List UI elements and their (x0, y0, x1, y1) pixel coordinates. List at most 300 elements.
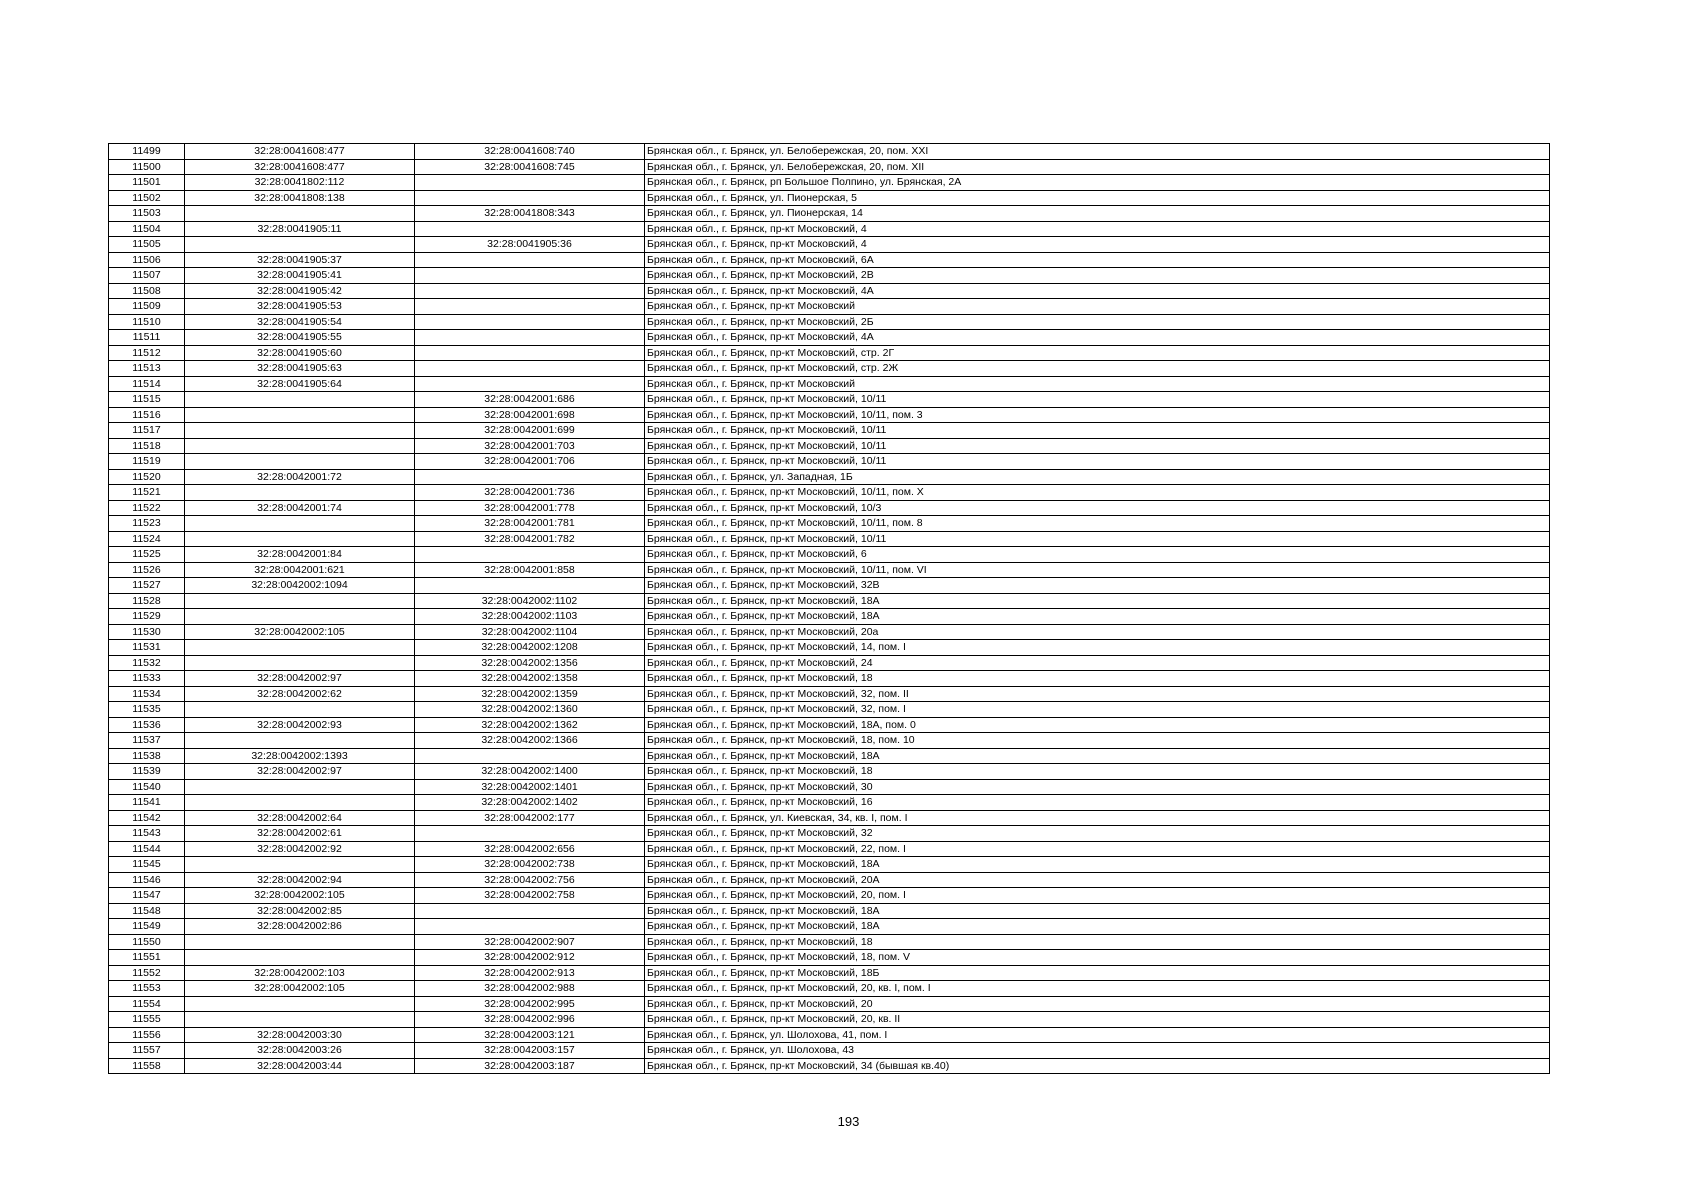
registry-table (108, 143, 1550, 1074)
table-row (109, 299, 1550, 315)
address-cell: Брянская обл., г. Брянск, пр-кт Московский, 4 (645, 237, 1550, 253)
row-number-cell: 11530 (109, 624, 185, 640)
parent-cadastral-number-cell: 32:28:0042002:62 (185, 686, 415, 702)
cadastral-number-cell: 32:28:0042002:758 (415, 888, 645, 904)
table-row (109, 237, 1550, 253)
parent-cadastral-number-cell: 32:28:0041905:37 (185, 252, 415, 268)
parent-cadastral-number-cell: 32:28:0042002:97 (185, 671, 415, 687)
parent-cadastral-number-cell: 32:28:0042002:92 (185, 841, 415, 857)
table-row (109, 748, 1550, 764)
parent-cadastral-number-cell (185, 423, 415, 439)
page-number: 193 (837, 1114, 860, 1129)
parent-cadastral-number-cell (185, 996, 415, 1012)
parent-cadastral-number-cell: 32:28:0042001:621 (185, 562, 415, 578)
table-row (109, 159, 1550, 175)
parent-cadastral-number-cell: 32:28:0041905:54 (185, 314, 415, 330)
parent-cadastral-number-cell: 32:28:0041905:42 (185, 283, 415, 299)
row-number-cell: 11500 (109, 159, 185, 175)
parent-cadastral-number-cell (185, 733, 415, 749)
table-row (109, 1043, 1550, 1059)
table-row (109, 795, 1550, 811)
table-row (109, 593, 1550, 609)
table-row (109, 857, 1550, 873)
address-cell: Брянская обл., г. Брянск, пр-кт Московский, 18А, пом. 0 (645, 717, 1550, 733)
row-number-cell: 11537 (109, 733, 185, 749)
row-number-cell: 11541 (109, 795, 185, 811)
row-number-cell: 11536 (109, 717, 185, 733)
cadastral-number-cell: 32:28:0041905:36 (415, 237, 645, 253)
address-cell: Брянская обл., г. Брянск, пр-кт Московский, 30 (645, 779, 1550, 795)
cadastral-number-cell: 32:28:0042002:996 (415, 1012, 645, 1028)
address-cell: Брянская обл., г. Брянск, ул. Западная, 1Б (645, 469, 1550, 485)
cadastral-number-cell: 32:28:0042001:706 (415, 454, 645, 470)
table-row (109, 454, 1550, 470)
cadastral-number-cell (415, 361, 645, 377)
row-number-cell: 11519 (109, 454, 185, 470)
address-cell: Брянская обл., г. Брянск, пр-кт Московский, 10/11, пом. 3 (645, 407, 1550, 423)
parent-cadastral-number-cell: 32:28:0042001:84 (185, 547, 415, 563)
row-number-cell: 11557 (109, 1043, 185, 1059)
cadastral-number-cell: 32:28:0042002:912 (415, 950, 645, 966)
parent-cadastral-number-cell (185, 485, 415, 501)
table-row (109, 919, 1550, 935)
address-cell: Брянская обл., г. Брянск, ул. Киевская, 34, кв. I, пом. I (645, 810, 1550, 826)
cadastral-number-cell: 32:28:0042001:858 (415, 562, 645, 578)
parent-cadastral-number-cell (185, 857, 415, 873)
parent-cadastral-number-cell: 32:28:0041905:53 (185, 299, 415, 315)
address-cell: Брянская обл., г. Брянск, пр-кт Московский, 10/11, пом. VI (645, 562, 1550, 578)
row-number-cell: 11543 (109, 826, 185, 842)
cadastral-number-cell: 32:28:0042002:1208 (415, 640, 645, 656)
cadastral-number-cell (415, 221, 645, 237)
cadastral-number-cell (415, 826, 645, 842)
row-number-cell: 11507 (109, 268, 185, 284)
row-number-cell: 11510 (109, 314, 185, 330)
table-row (109, 578, 1550, 594)
table-row (109, 438, 1550, 454)
address-cell: Брянская обл., г. Брянск, пр-кт Московский, 10/11 (645, 454, 1550, 470)
address-cell: Брянская обл., г. Брянск, пр-кт Московский, стр. 2Г (645, 345, 1550, 361)
address-cell: Брянская обл., г. Брянск, рп Большое Полпино, ул. Брянская, 2А (645, 175, 1550, 191)
table-row (109, 345, 1550, 361)
parent-cadastral-number-cell (185, 516, 415, 532)
cadastral-number-cell: 32:28:0042002:1359 (415, 686, 645, 702)
cadastral-number-cell: 32:28:0041808:343 (415, 206, 645, 222)
row-number-cell: 11538 (109, 748, 185, 764)
address-cell: Брянская обл., г. Брянск, ул. Белобережская, 20, пом. XII (645, 159, 1550, 175)
parent-cadastral-number-cell: 32:28:0041905:64 (185, 376, 415, 392)
cadastral-number-cell: 32:28:0042003:187 (415, 1058, 645, 1074)
row-number-cell: 11505 (109, 237, 185, 253)
address-cell: Брянская обл., г. Брянск, пр-кт Московский, 14, пом. I (645, 640, 1550, 656)
address-cell: Брянская обл., г. Брянск, пр-кт Московский, 20, кв. I, пом. I (645, 981, 1550, 997)
cadastral-number-cell: 32:28:0042001:686 (415, 392, 645, 408)
row-number-cell: 11550 (109, 934, 185, 950)
row-number-cell: 11516 (109, 407, 185, 423)
cadastral-number-cell: 32:28:0042003:121 (415, 1027, 645, 1043)
cadastral-number-cell (415, 268, 645, 284)
cadastral-number-cell: 32:28:0042002:177 (415, 810, 645, 826)
table-row (109, 981, 1550, 997)
table-row (109, 779, 1550, 795)
parent-cadastral-number-cell: 32:28:0042002:86 (185, 919, 415, 935)
table-row (109, 950, 1550, 966)
row-number-cell: 11552 (109, 965, 185, 981)
address-cell: Брянская обл., г. Брянск, пр-кт Московский, 34 (бывшая кв.40) (645, 1058, 1550, 1074)
row-number-cell: 11506 (109, 252, 185, 268)
parent-cadastral-number-cell (185, 950, 415, 966)
cadastral-number-cell (415, 903, 645, 919)
address-cell: Брянская обл., г. Брянск, пр-кт Московский, 18, пом. 10 (645, 733, 1550, 749)
row-number-cell: 11514 (109, 376, 185, 392)
table-row (109, 206, 1550, 222)
row-number-cell: 11546 (109, 872, 185, 888)
table-row (109, 733, 1550, 749)
address-cell: Брянская обл., г. Брянск, пр-кт Московский, стр. 2Ж (645, 361, 1550, 377)
row-number-cell: 11553 (109, 981, 185, 997)
address-cell: Брянская обл., г. Брянск, пр-кт Московский, 32 (645, 826, 1550, 842)
parent-cadastral-number-cell (185, 795, 415, 811)
address-cell: Брянская обл., г. Брянск, пр-кт Московский, 10/3 (645, 500, 1550, 516)
parent-cadastral-number-cell (185, 407, 415, 423)
cadastral-number-cell: 32:28:0042002:1362 (415, 717, 645, 733)
row-number-cell: 11534 (109, 686, 185, 702)
row-number-cell: 11529 (109, 609, 185, 625)
parent-cadastral-number-cell: 32:28:0041802:112 (185, 175, 415, 191)
cadastral-number-cell (415, 252, 645, 268)
row-number-cell: 11501 (109, 175, 185, 191)
table-row (109, 702, 1550, 718)
table-row (109, 888, 1550, 904)
cadastral-number-cell: 32:28:0042001:778 (415, 500, 645, 516)
cadastral-number-cell (415, 299, 645, 315)
cadastral-number-cell: 32:28:0042002:1102 (415, 593, 645, 609)
row-number-cell: 11549 (109, 919, 185, 935)
parent-cadastral-number-cell (185, 609, 415, 625)
address-cell: Брянская обл., г. Брянск, пр-кт Московский, 20А (645, 872, 1550, 888)
parent-cadastral-number-cell (185, 702, 415, 718)
parent-cadastral-number-cell (185, 206, 415, 222)
row-number-cell: 11542 (109, 810, 185, 826)
address-cell: Брянская обл., г. Брянск, пр-кт Московский, 10/11, пом. X (645, 485, 1550, 501)
table-row (109, 376, 1550, 392)
address-cell: Брянская обл., г. Брянск, пр-кт Московский, 24 (645, 655, 1550, 671)
parent-cadastral-number-cell: 32:28:0041905:11 (185, 221, 415, 237)
address-cell: Брянская обл., г. Брянск, пр-кт Московский, 18А (645, 609, 1550, 625)
parent-cadastral-number-cell (185, 1012, 415, 1028)
address-cell: Брянская обл., г. Брянск, пр-кт Московский (645, 299, 1550, 315)
cadastral-number-cell: 32:28:0042001:698 (415, 407, 645, 423)
cadastral-number-cell (415, 919, 645, 935)
parent-cadastral-number-cell (185, 640, 415, 656)
cadastral-number-cell: 32:28:0042002:1400 (415, 764, 645, 780)
parent-cadastral-number-cell: 32:28:0041608:477 (185, 159, 415, 175)
parent-cadastral-number-cell: 32:28:0042002:85 (185, 903, 415, 919)
parent-cadastral-number-cell (185, 454, 415, 470)
parent-cadastral-number-cell: 32:28:0042002:94 (185, 872, 415, 888)
row-number-cell: 11544 (109, 841, 185, 857)
address-cell: Брянская обл., г. Брянск, пр-кт Московский, 16 (645, 795, 1550, 811)
table-row (109, 562, 1550, 578)
row-number-cell: 11535 (109, 702, 185, 718)
table-row (109, 934, 1550, 950)
cadastral-number-cell (415, 578, 645, 594)
table-row (109, 531, 1550, 547)
row-number-cell: 11526 (109, 562, 185, 578)
row-number-cell: 11528 (109, 593, 185, 609)
parent-cadastral-number-cell: 32:28:0042002:97 (185, 764, 415, 780)
row-number-cell: 11556 (109, 1027, 185, 1043)
address-cell: Брянская обл., г. Брянск, пр-кт Московский, 20, пом. I (645, 888, 1550, 904)
cadastral-number-cell: 32:28:0042002:756 (415, 872, 645, 888)
parent-cadastral-number-cell: 32:28:0042002:105 (185, 981, 415, 997)
cadastral-number-cell (415, 469, 645, 485)
row-number-cell: 11554 (109, 996, 185, 1012)
table-row (109, 190, 1550, 206)
parent-cadastral-number-cell: 32:28:0041608:477 (185, 144, 415, 160)
parent-cadastral-number-cell (185, 392, 415, 408)
table-row (109, 283, 1550, 299)
table-row (109, 810, 1550, 826)
parent-cadastral-number-cell: 32:28:0042002:61 (185, 826, 415, 842)
cadastral-number-cell (415, 330, 645, 346)
cadastral-number-cell: 32:28:0042001:699 (415, 423, 645, 439)
address-cell: Брянская обл., г. Брянск, пр-кт Московский, 10/11 (645, 531, 1550, 547)
table-row (109, 221, 1550, 237)
row-number-cell: 11521 (109, 485, 185, 501)
address-cell: Брянская обл., г. Брянск, пр-кт Московский, 20 (645, 996, 1550, 1012)
address-cell: Брянская обл., г. Брянск, ул. Шолохова, 41, пом. I (645, 1027, 1550, 1043)
table-row (109, 361, 1550, 377)
row-number-cell: 11532 (109, 655, 185, 671)
parent-cadastral-number-cell: 32:28:0042003:30 (185, 1027, 415, 1043)
table-row (109, 717, 1550, 733)
address-cell: Брянская обл., г. Брянск, пр-кт Московский (645, 376, 1550, 392)
row-number-cell: 11522 (109, 500, 185, 516)
address-cell: Брянская обл., г. Брянск, пр-кт Московский, 18А (645, 919, 1550, 935)
parent-cadastral-number-cell: 32:28:0042002:103 (185, 965, 415, 981)
table-row (109, 469, 1550, 485)
address-cell: Брянская обл., г. Брянск, ул. Пионерская, 14 (645, 206, 1550, 222)
row-number-cell: 11508 (109, 283, 185, 299)
parent-cadastral-number-cell: 32:28:0042001:74 (185, 500, 415, 516)
parent-cadastral-number-cell: 32:28:0042002:105 (185, 624, 415, 640)
row-number-cell: 11511 (109, 330, 185, 346)
parent-cadastral-number-cell: 32:28:0042003:26 (185, 1043, 415, 1059)
address-cell: Брянская обл., г. Брянск, пр-кт Московский, 10/11 (645, 438, 1550, 454)
cadastral-number-cell (415, 547, 645, 563)
address-cell: Брянская обл., г. Брянск, пр-кт Московский, 2Б (645, 314, 1550, 330)
registry-table-body (109, 144, 1550, 1074)
cadastral-number-cell: 32:28:0042002:913 (415, 965, 645, 981)
parent-cadastral-number-cell: 32:28:0041905:63 (185, 361, 415, 377)
row-number-cell: 11545 (109, 857, 185, 873)
table-row (109, 624, 1550, 640)
table-row (109, 1027, 1550, 1043)
row-number-cell: 11513 (109, 361, 185, 377)
row-number-cell: 11517 (109, 423, 185, 439)
cadastral-number-cell (415, 190, 645, 206)
cadastral-number-cell (415, 283, 645, 299)
address-cell: Брянская обл., г. Брянск, пр-кт Московский, 18 (645, 764, 1550, 780)
row-number-cell: 11504 (109, 221, 185, 237)
row-number-cell: 11512 (109, 345, 185, 361)
parent-cadastral-number-cell: 32:28:0041905:55 (185, 330, 415, 346)
address-cell: Брянская обл., г. Брянск, пр-кт Московский, 18А (645, 748, 1550, 764)
table-row (109, 826, 1550, 842)
cadastral-number-cell: 32:28:0042002:1401 (415, 779, 645, 795)
cadastral-number-cell: 32:28:0042002:1103 (415, 609, 645, 625)
row-number-cell: 11555 (109, 1012, 185, 1028)
table-row (109, 1012, 1550, 1028)
row-number-cell: 11533 (109, 671, 185, 687)
address-cell: Брянская обл., г. Брянск, пр-кт Московский, 4А (645, 330, 1550, 346)
address-cell: Брянская обл., г. Брянск, пр-кт Московский, 18Б (645, 965, 1550, 981)
table-row (109, 500, 1550, 516)
cadastral-number-cell (415, 314, 645, 330)
address-cell: Брянская обл., г. Брянск, пр-кт Московский, 18 (645, 934, 1550, 950)
cadastral-number-cell: 32:28:0042002:1366 (415, 733, 645, 749)
row-number-cell: 11547 (109, 888, 185, 904)
row-number-cell: 11551 (109, 950, 185, 966)
cadastral-number-cell: 32:28:0042001:782 (415, 531, 645, 547)
parent-cadastral-number-cell (185, 934, 415, 950)
address-cell: Брянская обл., г. Брянск, пр-кт Московский, 20а (645, 624, 1550, 640)
parent-cadastral-number-cell (185, 655, 415, 671)
address-cell: Брянская обл., г. Брянск, пр-кт Московский, 4А (645, 283, 1550, 299)
table-row (109, 686, 1550, 702)
cadastral-number-cell: 32:28:0042002:738 (415, 857, 645, 873)
address-cell: Брянская обл., г. Брянск, пр-кт Московский, 18А (645, 857, 1550, 873)
parent-cadastral-number-cell (185, 531, 415, 547)
cadastral-number-cell: 32:28:0042002:1360 (415, 702, 645, 718)
cadastral-number-cell (415, 345, 645, 361)
table-row (109, 996, 1550, 1012)
address-cell: Брянская обл., г. Брянск, пр-кт Московский, 2В (645, 268, 1550, 284)
cadastral-number-cell: 32:28:0042002:1104 (415, 624, 645, 640)
address-cell: Брянская обл., г. Брянск, ул. Белобережская, 20, пом. XXI (645, 144, 1550, 160)
parent-cadastral-number-cell: 32:28:0042002:93 (185, 717, 415, 733)
table-row (109, 252, 1550, 268)
cadastral-number-cell (415, 376, 645, 392)
cadastral-number-cell (415, 175, 645, 191)
cadastral-number-cell: 32:28:0042001:781 (415, 516, 645, 532)
parent-cadastral-number-cell: 32:28:0042003:44 (185, 1058, 415, 1074)
cadastral-number-cell: 32:28:0042002:656 (415, 841, 645, 857)
parent-cadastral-number-cell (185, 779, 415, 795)
row-number-cell: 11523 (109, 516, 185, 532)
address-cell: Брянская обл., г. Брянск, пр-кт Московский, 4 (645, 221, 1550, 237)
row-number-cell: 11531 (109, 640, 185, 656)
parent-cadastral-number-cell: 32:28:0042002:1393 (185, 748, 415, 764)
address-cell: Брянская обл., г. Брянск, пр-кт Московский, 18А (645, 903, 1550, 919)
table-row (109, 330, 1550, 346)
cadastral-number-cell: 32:28:0042001:736 (415, 485, 645, 501)
row-number-cell: 11524 (109, 531, 185, 547)
cadastral-number-cell: 32:28:0042002:995 (415, 996, 645, 1012)
row-number-cell: 11502 (109, 190, 185, 206)
row-number-cell: 11539 (109, 764, 185, 780)
address-cell: Брянская обл., г. Брянск, пр-кт Московский, 6А (645, 252, 1550, 268)
table-row (109, 144, 1550, 160)
parent-cadastral-number-cell: 32:28:0041905:60 (185, 345, 415, 361)
table-row (109, 671, 1550, 687)
row-number-cell: 11525 (109, 547, 185, 563)
address-cell: Брянская обл., г. Брянск, пр-кт Московский, 32В (645, 578, 1550, 594)
table-row (109, 407, 1550, 423)
row-number-cell: 11515 (109, 392, 185, 408)
parent-cadastral-number-cell (185, 593, 415, 609)
table-row (109, 485, 1550, 501)
parent-cadastral-number-cell: 32:28:0041905:41 (185, 268, 415, 284)
table-row (109, 268, 1550, 284)
table-row (109, 609, 1550, 625)
table-row (109, 872, 1550, 888)
table-row (109, 655, 1550, 671)
address-cell: Брянская обл., г. Брянск, пр-кт Московский, 32, пом. I (645, 702, 1550, 718)
table-row (109, 1058, 1550, 1074)
row-number-cell: 11558 (109, 1058, 185, 1074)
table-row (109, 640, 1550, 656)
address-cell: Брянская обл., г. Брянск, пр-кт Московский, 10/11 (645, 392, 1550, 408)
row-number-cell: 11540 (109, 779, 185, 795)
row-number-cell: 11509 (109, 299, 185, 315)
cadastral-number-cell: 32:28:0042002:1402 (415, 795, 645, 811)
table-row (109, 764, 1550, 780)
cadastral-number-cell: 32:28:0041608:745 (415, 159, 645, 175)
table-row (109, 841, 1550, 857)
address-cell: Брянская обл., г. Брянск, пр-кт Московский, 22, пом. I (645, 841, 1550, 857)
table-row (109, 547, 1550, 563)
row-number-cell: 11518 (109, 438, 185, 454)
parent-cadastral-number-cell: 32:28:0042002:105 (185, 888, 415, 904)
address-cell: Брянская обл., г. Брянск, пр-кт Московский, 20, кв. II (645, 1012, 1550, 1028)
address-cell: Брянская обл., г. Брянск, пр-кт Московский, 6 (645, 547, 1550, 563)
address-cell: Брянская обл., г. Брянск, пр-кт Московский, 10/11, пом. 8 (645, 516, 1550, 532)
cadastral-number-cell: 32:28:0042003:157 (415, 1043, 645, 1059)
address-cell: Брянская обл., г. Брянск, пр-кт Московский, 18А (645, 593, 1550, 609)
cadastral-number-cell: 32:28:0042002:988 (415, 981, 645, 997)
table-row (109, 175, 1550, 191)
table-row (109, 965, 1550, 981)
parent-cadastral-number-cell: 32:28:0042002:1094 (185, 578, 415, 594)
parent-cadastral-number-cell (185, 237, 415, 253)
row-number-cell: 11499 (109, 144, 185, 160)
table-row (109, 392, 1550, 408)
table-row (109, 423, 1550, 439)
cadastral-number-cell: 32:28:0042002:907 (415, 934, 645, 950)
address-cell: Брянская обл., г. Брянск, ул. Пионерская, 5 (645, 190, 1550, 206)
address-cell: Брянская обл., г. Брянск, пр-кт Московский, 18, пом. V (645, 950, 1550, 966)
parent-cadastral-number-cell: 32:28:0042002:64 (185, 810, 415, 826)
cadastral-number-cell: 32:28:0041608:740 (415, 144, 645, 160)
cadastral-number-cell: 32:28:0042002:1358 (415, 671, 645, 687)
table-row (109, 314, 1550, 330)
address-cell: Брянская обл., г. Брянск, пр-кт Московский, 32, пом. II (645, 686, 1550, 702)
row-number-cell: 11527 (109, 578, 185, 594)
table-row (109, 516, 1550, 532)
cadastral-number-cell: 32:28:0042001:703 (415, 438, 645, 454)
address-cell: Брянская обл., г. Брянск, пр-кт Московский, 18 (645, 671, 1550, 687)
row-number-cell: 11503 (109, 206, 185, 222)
cadastral-number-cell: 32:28:0042002:1356 (415, 655, 645, 671)
row-number-cell: 11548 (109, 903, 185, 919)
address-cell: Брянская обл., г. Брянск, пр-кт Московский, 10/11 (645, 423, 1550, 439)
parent-cadastral-number-cell: 32:28:0042001:72 (185, 469, 415, 485)
parent-cadastral-number-cell: 32:28:0041808:138 (185, 190, 415, 206)
table-row (109, 903, 1550, 919)
address-cell: Брянская обл., г. Брянск, ул. Шолохова, 43 (645, 1043, 1550, 1059)
